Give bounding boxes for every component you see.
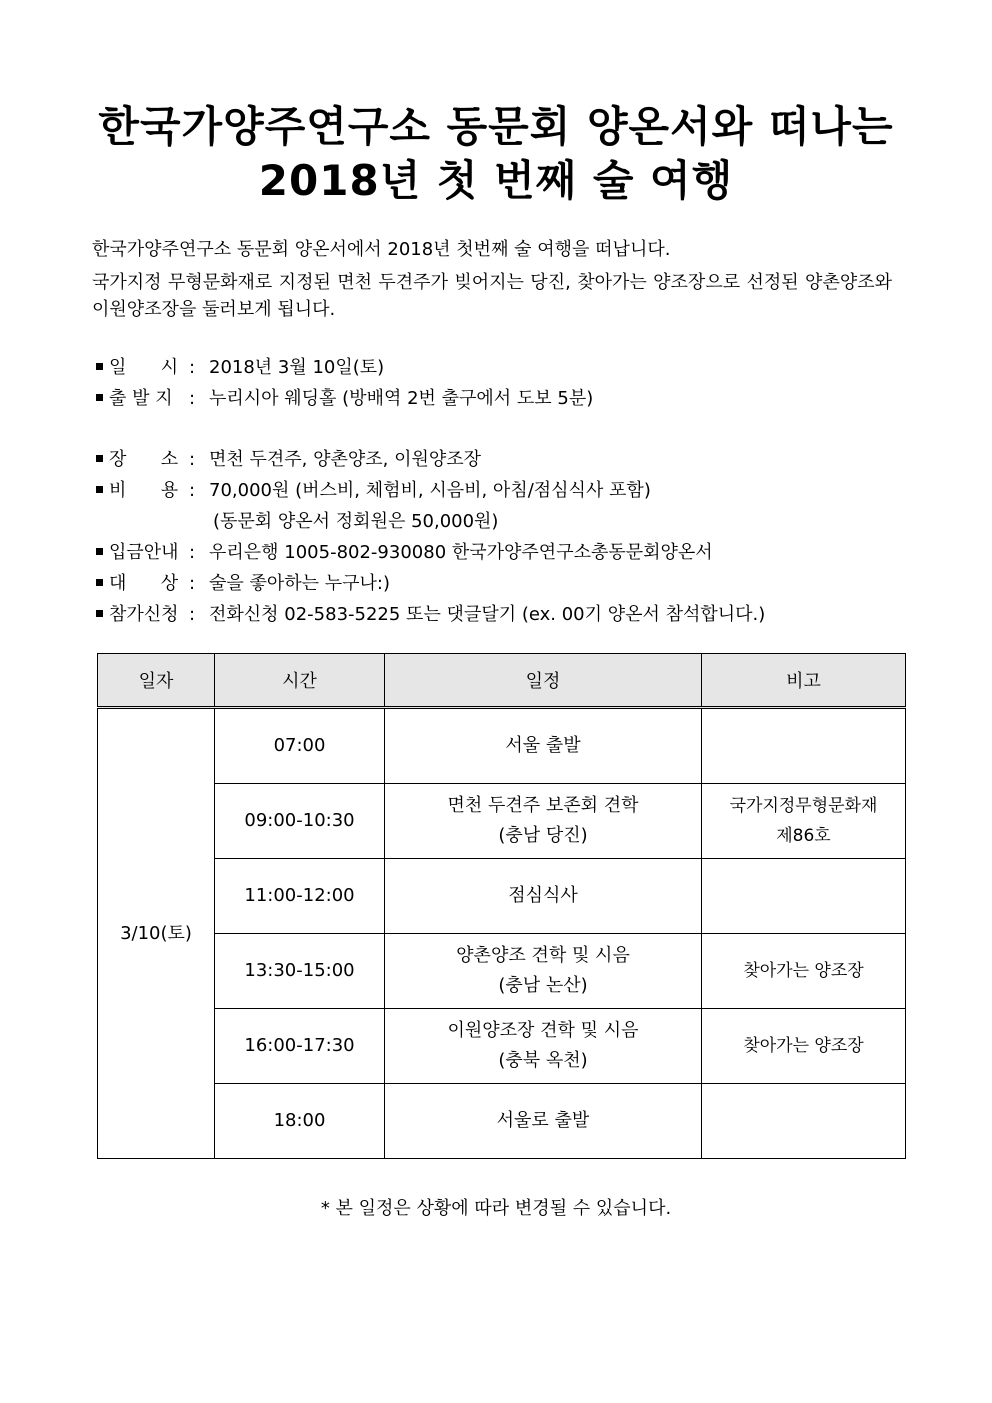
table-row xyxy=(98,859,906,934)
info-item-cost xyxy=(96,475,765,506)
plan-line-1: 서울 출발 xyxy=(505,735,581,756)
bullet-square-icon xyxy=(96,610,103,617)
header-note: 비고 xyxy=(702,654,906,708)
note-cell xyxy=(702,1084,906,1159)
table-row xyxy=(98,934,906,1009)
table-row xyxy=(98,708,906,784)
info-item-deposit xyxy=(96,537,765,568)
bullet-square-icon xyxy=(96,486,103,493)
plan-cell xyxy=(385,859,702,934)
info-label: 참가신청 xyxy=(109,604,179,625)
info-separator: : xyxy=(189,449,196,470)
intro-paragraph-2: 국가지정 무형문화재로 지정된 면천 두견주가 빚어지는 당진, 찾아가는 양조장으로 선정된 양촌양조와 이원양조장을 둘러보게 됩니다. xyxy=(92,272,892,320)
bullet-square-icon xyxy=(96,579,103,586)
info-list-group-1 xyxy=(96,352,593,414)
time-cell: 07:00 xyxy=(215,708,385,784)
date-cell: 3/10(토) xyxy=(98,708,215,1159)
info-item-application xyxy=(96,599,765,630)
plan-line-1: 양촌양조 견학 및 시음 xyxy=(456,945,630,966)
note-line-1: 찾아가는 양조장 xyxy=(743,961,864,981)
info-separator: : xyxy=(189,357,196,378)
note-cell xyxy=(702,1009,906,1084)
time-cell: 13:30-15:00 xyxy=(215,934,385,1009)
bullet-square-icon xyxy=(96,455,103,462)
plan-cell xyxy=(385,1084,702,1159)
info-label: 비 용 xyxy=(109,480,179,501)
info-value: 누리시아 웨딩홀 (방배역 2번 출구에서 도보 5분) xyxy=(209,388,594,409)
info-separator: : xyxy=(189,542,196,563)
note-line-1: 국가지정무형문화재 xyxy=(729,796,878,816)
info-separator: : xyxy=(189,604,196,625)
info-label: 일 시 xyxy=(109,357,179,378)
schedule-table xyxy=(97,653,906,1159)
plan-line-2: (충남 논산) xyxy=(498,975,588,996)
footer-note: * 본 일정은 상황에 따라 변경될 수 있습니다. xyxy=(320,1198,672,1219)
info-list-group-2 xyxy=(96,444,765,630)
header-time: 시간 xyxy=(215,654,385,708)
info-item-date xyxy=(96,352,593,383)
note-line-2: 제86호 xyxy=(776,826,831,846)
plan-line-1: 서울로 출발 xyxy=(496,1110,590,1131)
intro-paragraph-1: 한국가양주연구소 동문회 양온서에서 2018년 첫번째 술 여행을 떠납니다. xyxy=(92,239,671,260)
note-cell xyxy=(702,708,906,784)
time-cell: 18:00 xyxy=(215,1084,385,1159)
plan-line-2: (충남 당진) xyxy=(498,825,588,846)
info-item-target xyxy=(96,568,765,599)
plan-cell xyxy=(385,1009,702,1084)
info-separator: : xyxy=(189,388,196,409)
table-row xyxy=(98,784,906,859)
schedule-header-row xyxy=(98,654,906,708)
info-value: 70,000원 (버스비, 체험비, 시음비, 아침/점심식사 포함) xyxy=(209,480,651,501)
page-title-line1: 한국가양주연구소 동문회 양온서와 떠나는 xyxy=(98,102,894,151)
plan-line-1: 이원양조장 견학 및 시음 xyxy=(447,1020,639,1041)
table-row xyxy=(98,1084,906,1159)
info-label: 장 소 xyxy=(109,449,179,470)
info-value: 전화신청 02-583-5225 또는 댓글달기 (ex. 00기 양온서 참석합니다.) xyxy=(209,604,766,625)
info-value: 2018년 3월 10일(토) xyxy=(209,357,385,378)
plan-line-1: 점심식사 xyxy=(508,885,578,906)
info-value: 술을 좋아하는 누구나:) xyxy=(209,573,391,594)
info-item-place xyxy=(96,444,765,475)
info-item-departure xyxy=(96,383,593,414)
note-cell xyxy=(702,784,906,859)
note-cell xyxy=(702,934,906,1009)
page-title-line2: 2018년 첫 번째 술 여행 xyxy=(258,156,734,205)
time-cell: 09:00-10:30 xyxy=(215,784,385,859)
plan-cell xyxy=(385,934,702,1009)
info-item-cost-continuation xyxy=(96,506,765,537)
plan-cell xyxy=(385,708,702,784)
info-value: (동문회 양온서 정회원은 50,000원) xyxy=(213,511,499,532)
header-plan: 일정 xyxy=(385,654,702,708)
note-line-1: 찾아가는 양조장 xyxy=(743,1036,864,1056)
info-value: 면천 두견주, 양촌양조, 이원양조장 xyxy=(209,449,482,470)
time-cell: 11:00-12:00 xyxy=(215,859,385,934)
bullet-square-icon xyxy=(96,394,103,401)
info-value: 우리은행 1005-802-930080 한국가양주연구소총동문회양온서 xyxy=(209,542,713,563)
time-cell: 16:00-17:30 xyxy=(215,1009,385,1084)
note-cell xyxy=(702,859,906,934)
info-separator: : xyxy=(189,573,196,594)
info-label: 출 발 지 xyxy=(109,388,173,409)
plan-cell xyxy=(385,784,702,859)
bullet-square-icon xyxy=(96,548,103,555)
table-row xyxy=(98,1009,906,1084)
info-label: 대 상 xyxy=(109,573,179,594)
plan-line-2: (충북 옥천) xyxy=(498,1050,588,1071)
header-date: 일자 xyxy=(98,654,215,708)
plan-line-1: 면천 두견주 보존회 견학 xyxy=(447,795,639,816)
info-separator: : xyxy=(189,480,196,501)
bullet-square-icon xyxy=(96,363,103,370)
info-label: 입금안내 xyxy=(109,542,179,563)
